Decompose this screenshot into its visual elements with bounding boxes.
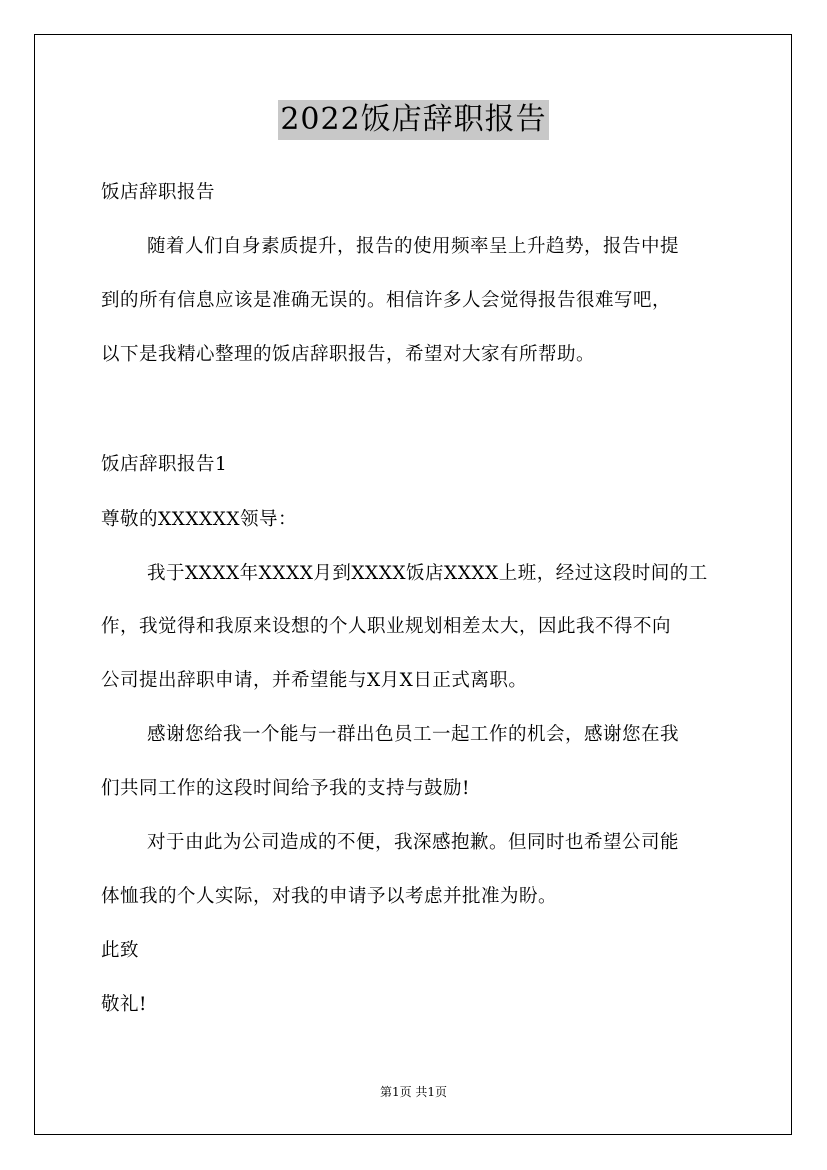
para2-line-2: 们共同工作的这段时间给予我的支持与鼓励! [101,778,470,799]
salutation: 尊敬的XXXXXX领导： [101,509,298,530]
section-title: 饭店辞职报告1 [101,454,228,475]
para1-line-3: 公司提出辞职申请，并希望能与X月X日正式离职。 [101,670,528,691]
intro-line-3: 以下是我精心整理的饭店辞职报告，希望对大家有所帮助。 [101,344,596,365]
page-number: 第1页 共1页 [379,1085,448,1099]
para3-line-1: 对于由此为公司造成的不便，我深感抱歉。但同时也希望公司能 [147,832,680,853]
para3-line-2: 体恤我的个人实际，对我的申请予以考虑并批准为盼。 [101,886,558,907]
para1-line-2: 作，我觉得和我原来设想的个人职业规划相差太大，因此我不得不向 [101,616,672,637]
closing-line-1: 此致 [101,940,140,961]
para2-line-1: 感谢您给我一个能与一群出色员工一起工作的机会，感谢您在我 [147,724,680,745]
para1-line-1: 我于XXXX年XXXX月到XXXX饭店XXXX上班，经过这段时间的工 [147,563,708,584]
title-container [0,100,827,140]
document-title: 2022饭店辞职报告 [278,100,548,140]
subtitle: 饭店辞职报告 [101,182,216,203]
intro-line-2: 到的所有信息应该是准确无误的。相信许多人会觉得报告很难写吧， [101,290,672,311]
intro-line-1: 随着人们自身素质提升，报告的使用频率呈上升趋势，报告中提 [147,236,680,257]
closing-line-2: 敬礼! [101,994,147,1015]
